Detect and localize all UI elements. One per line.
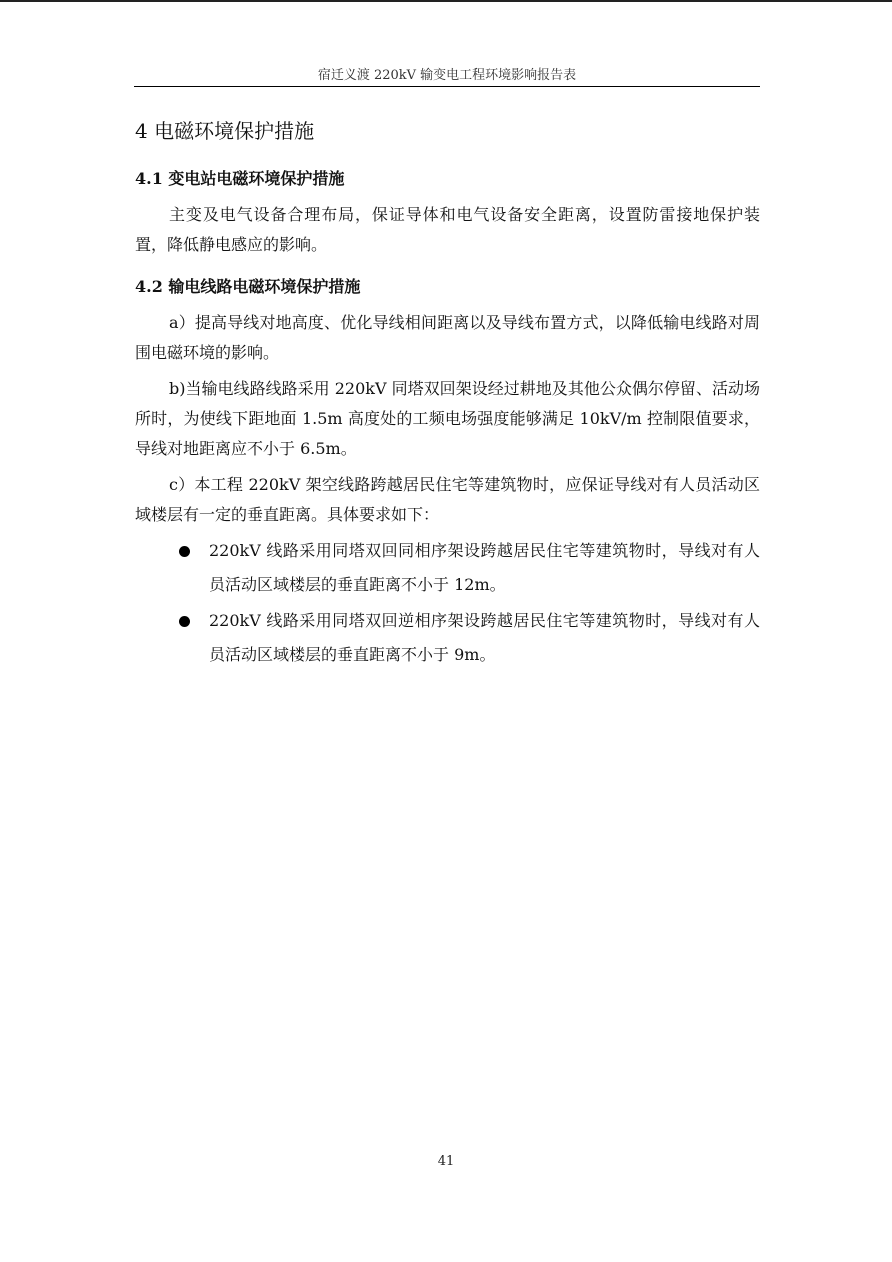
running-header: 宿迁义渡 220kV 输变电工程环境影响报告表 [134,64,760,87]
document-body [135,116,760,672]
bullet-text: 220kV 线路采用同塔双回同相序架设跨越居民住宅等建筑物时，导线对有人员活动区域楼层的垂直距离不小于 12m。 [209,541,760,594]
page-number: 41 [437,1154,455,1169]
bullet-dot-icon [179,616,190,627]
subsection-title-substation: 4.1 变电站电磁环境保护措施 [135,169,345,188]
bullet-item [135,604,760,672]
bullet-dot-icon [179,546,190,557]
paragraph-measure-b: b)当输电线路线路采用 220kV 同塔双回架设经过耕地及其他公众偶尔停留、活动场所时，为使线下距地面 1.5m 高度处的工频电场强度能够满足 10kV/m 控制限值要求，导线对地距离应不小于 6.5m。 [135,379,760,458]
paragraph-measure-c: c）本工程 220kV 架空线路跨越居民住宅等建筑物时，应保证导线对有人员活动区域楼层有一定的垂直距离。具体要求如下： [135,475,760,524]
paragraph-measure-a: a）提高导线对地高度、优化导线相间距离以及导线布置方式，以降低输电线路对周围电磁环境的影响。 [135,313,760,362]
paragraph-substation-measures: 主变及电气设备合理布局，保证导体和电气设备安全距离，设置防雷接地保护装置，降低静电感应的影响。 [135,205,760,254]
bullet-text: 220kV 线路采用同塔双回逆相序架设跨越居民住宅等建筑物时，导线对有人员活动区域楼层的垂直距离不小于 9m。 [209,611,760,664]
subsection-title-transmission-line: 4.2 输电线路电磁环境保护措施 [135,277,361,296]
bullet-item [135,534,760,602]
section-title: 4 电磁环境保护措施 [135,119,315,143]
page-top-border [0,0,892,2]
